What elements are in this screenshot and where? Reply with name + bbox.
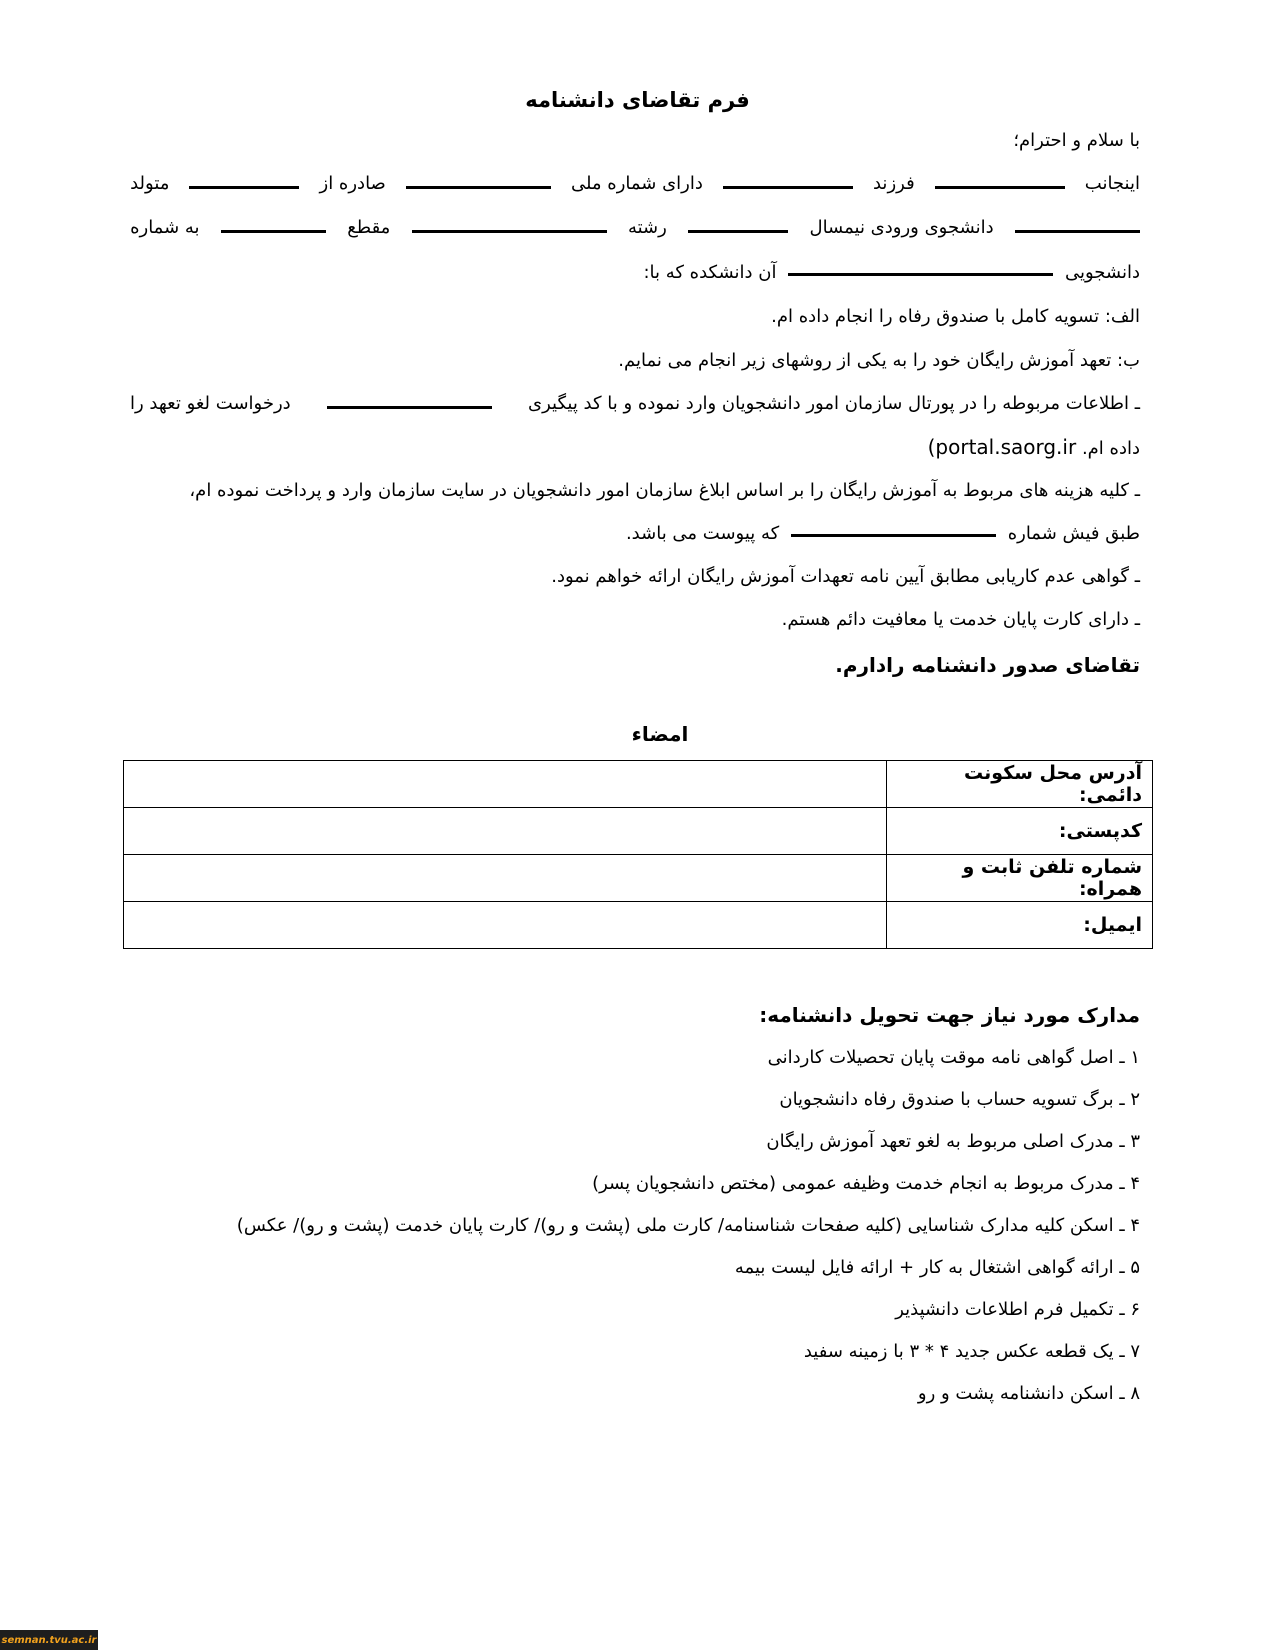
list-item: ۴ ـ اسکن کلیه مدارک شناسایی (کلیه صفحات شناسنامه/ کارت ملی (پشت و رو)/ کارت پایان خدمت (پشت و رو)/ عکس) bbox=[236, 1215, 1140, 1236]
applicant-line-2 bbox=[130, 217, 1140, 238]
form-title: فرم تقاضای دانشنامه bbox=[525, 88, 750, 112]
list-item: ۸ ـ اسکن دانشنامه پشت و رو bbox=[917, 1383, 1140, 1404]
issue-place-blank[interactable] bbox=[189, 184, 299, 189]
postal-code-field[interactable] bbox=[124, 808, 887, 855]
signature-label: امضاء bbox=[631, 722, 689, 746]
phone-field[interactable] bbox=[124, 855, 887, 902]
option-payment: ـ کلیه هزینه های مربوط به آموزش رایگان را بر اساس ابلاغ سازمان امور دانشجویان در سایت سازمان وارد و پرداخت نموده ام، bbox=[189, 480, 1140, 501]
student-blank[interactable] bbox=[1015, 228, 1140, 233]
request-text: تقاضای صدور دانشنامه رادارم. bbox=[835, 653, 1140, 677]
father-name-blank[interactable] bbox=[723, 184, 853, 189]
label-applicant: اینجانب bbox=[1084, 173, 1140, 194]
documents-title: مدارک مورد نیاز جهت تحویل دانشنامه: bbox=[759, 1003, 1140, 1027]
email-label: ایمیل: bbox=[887, 902, 1153, 949]
student-id-blank[interactable] bbox=[788, 271, 1053, 276]
site-watermark: semnan.tvu.ac.ir bbox=[0, 1630, 98, 1650]
clause-be: ب: تعهد آموزش رایگان خود را به یکی از روشهای زیر انجام می نمایم. bbox=[618, 350, 1140, 371]
label-child-of: فرزند bbox=[872, 173, 915, 194]
option-portal bbox=[130, 393, 1140, 414]
list-item: ۳ ـ مدرک اصلی مربوط به لغو تعهد آموزش رایگان bbox=[766, 1131, 1140, 1152]
label-born: متولد bbox=[130, 173, 170, 194]
list-item: ۷ ـ یک قطعه عکس جدید ۴ * ۳ با زمینه سفید bbox=[803, 1341, 1140, 1362]
option-portal-text-2: درخواست لغو تعهد را bbox=[130, 393, 291, 414]
receipt-number-blank[interactable] bbox=[791, 532, 996, 537]
table-row bbox=[124, 902, 1153, 949]
label-entry-semester: دانشجوی ورودی نیمسال bbox=[809, 217, 994, 238]
degree-blank[interactable] bbox=[221, 228, 326, 233]
semester-blank[interactable] bbox=[688, 228, 788, 233]
list-item: ۲ ـ برگ تسویه حساب با صندوق رفاه دانشجویان bbox=[779, 1089, 1140, 1110]
label-issued-from: صادره از bbox=[319, 173, 386, 194]
label-student-id: دانشجویی bbox=[1064, 262, 1140, 283]
table-row bbox=[124, 761, 1153, 808]
postal-code-label: کدپستی: bbox=[887, 808, 1153, 855]
clause-alef: الف: تسویه کامل با صندوق رفاه را انجام داده ام. bbox=[771, 306, 1140, 327]
contact-info-table bbox=[123, 760, 1153, 949]
list-item: ۶ ـ تکمیل فرم اطلاعات دانشپذیر bbox=[895, 1299, 1140, 1320]
done-text: داده ام. bbox=[1081, 438, 1140, 459]
list-item: ۵ ـ ارائه گواهی اشتغال به کار + ارائه فایل لیست بیمه bbox=[734, 1257, 1140, 1278]
applicant-line-1 bbox=[130, 173, 1140, 194]
table-row bbox=[124, 808, 1153, 855]
label-national-id: دارای شماره ملی bbox=[570, 173, 703, 194]
greeting: با سلام و احترام؛ bbox=[1013, 130, 1140, 151]
list-item: ۱ ـ اصل گواهی نامه موقت پایان تحصیلات کاردانی bbox=[767, 1047, 1140, 1068]
label-major: رشته bbox=[627, 217, 667, 238]
option-unemployment: ـ گواهی عدم کاریابی مطابق آیین نامه تعهدات آموزش رایگان ارائه خواهم نمود. bbox=[551, 566, 1140, 587]
email-field[interactable] bbox=[124, 902, 887, 949]
name-blank[interactable] bbox=[935, 184, 1065, 189]
label-faculty: آن دانشکده که با: bbox=[643, 262, 777, 283]
label-degree: مقطع bbox=[347, 217, 391, 238]
portal-link[interactable]: (portal.saorg.ir bbox=[927, 435, 1077, 459]
address-label: آدرس محل سکونت دائمی: bbox=[887, 761, 1153, 808]
table-row bbox=[124, 855, 1153, 902]
option-military: ـ دارای کارت پایان خدمت یا معافیت دائم هستم. bbox=[781, 609, 1140, 630]
tracking-code-blank[interactable] bbox=[327, 404, 492, 409]
attached-text: که پیوست می باشد. bbox=[625, 523, 780, 544]
address-field[interactable] bbox=[124, 761, 887, 808]
option-payment-cont bbox=[130, 523, 1140, 544]
receipt-label: طبق فیش شماره bbox=[1007, 523, 1140, 544]
option-portal-cont bbox=[130, 435, 1140, 459]
list-item: ۴ ـ مدرک مربوط به انجام خدمت وظیفه عمومی (مختص دانشجویان پسر) bbox=[592, 1173, 1140, 1194]
phone-label: شماره تلفن ثابت و همراه: bbox=[887, 855, 1153, 902]
option-portal-text: ـ اطلاعات مربوطه را در پورتال سازمان امور دانشجویان وارد نموده و با کد پیگیری bbox=[528, 393, 1140, 414]
national-id-blank[interactable] bbox=[406, 184, 551, 189]
applicant-line-3 bbox=[130, 262, 1140, 283]
major-blank[interactable] bbox=[412, 228, 607, 233]
label-number: به شماره bbox=[130, 217, 200, 238]
